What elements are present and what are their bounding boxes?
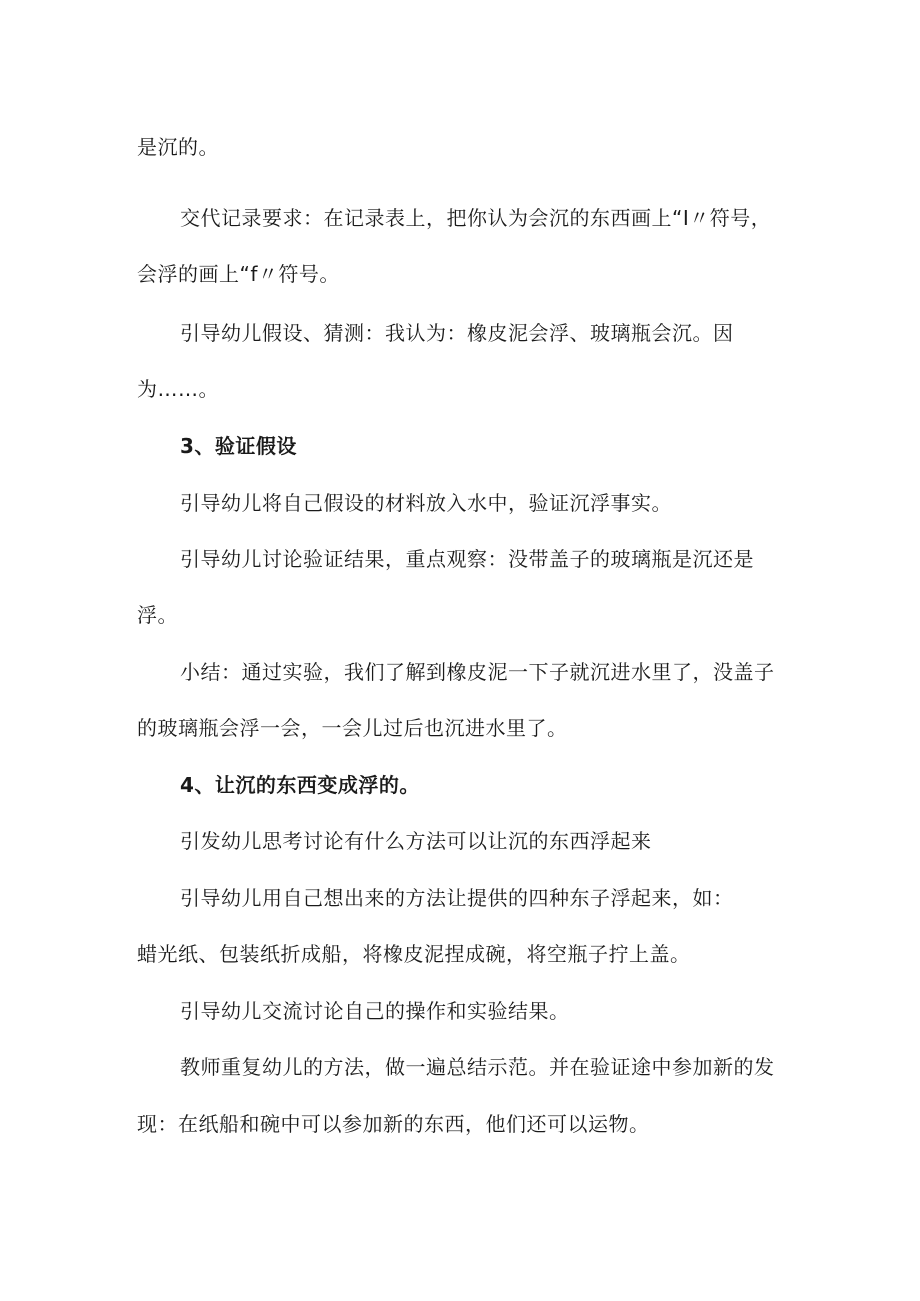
text-line: 引导幼儿用自己想出来的方法让提供的四种东子浮起来，如：	[180, 886, 734, 910]
text-line: 交代记录要求：在记录表上，把你认为会沉的东西画上“I〃符号，	[180, 206, 772, 230]
section-heading: 4、让沉的东西变成浮的。	[180, 773, 420, 797]
text-line: 是沉的。	[137, 135, 219, 159]
text-line: 现：在纸船和碗中可以参加新的东西，他们还可以运物。	[137, 1112, 650, 1136]
text-line: 会浮的画上“f〃符号。	[137, 262, 340, 286]
section-heading: 3、验证假设	[180, 434, 297, 458]
text-line: 蜡光纸、包装纸折成船，将橡皮泥捏成碗，将空瓶子拧上盖。	[137, 942, 691, 966]
text-line: 引导幼儿将自己假设的材料放入水中，验证沉浮事实。	[180, 491, 672, 515]
text-line: 引发幼儿思考讨论有什么方法可以让沉的东西浮起来	[180, 829, 652, 853]
text-line: 的玻璃瓶会浮一会，一会儿过后也沉进水里了。	[137, 716, 568, 740]
text-line: 为……。	[137, 377, 219, 401]
text-line: 引导幼儿讨论验证结果，重点观察：没带盖子的玻璃瓶是沉还是	[180, 547, 754, 571]
text-line: 浮。	[137, 603, 178, 627]
text-line: 引导幼儿交流讨论自己的操作和实验结果。	[180, 999, 570, 1023]
text-line: 教师重复幼儿的方法，做一遍总结示范。并在验证途中参加新的发	[180, 1055, 775, 1079]
text-line: 小结：通过实验，我们了解到橡皮泥一下子就沉进水里了，没盖子	[180, 660, 775, 684]
text-line: 引导幼儿假设、猜测：我认为：橡皮泥会浮、玻璃瓶会沉。因	[180, 321, 734, 345]
